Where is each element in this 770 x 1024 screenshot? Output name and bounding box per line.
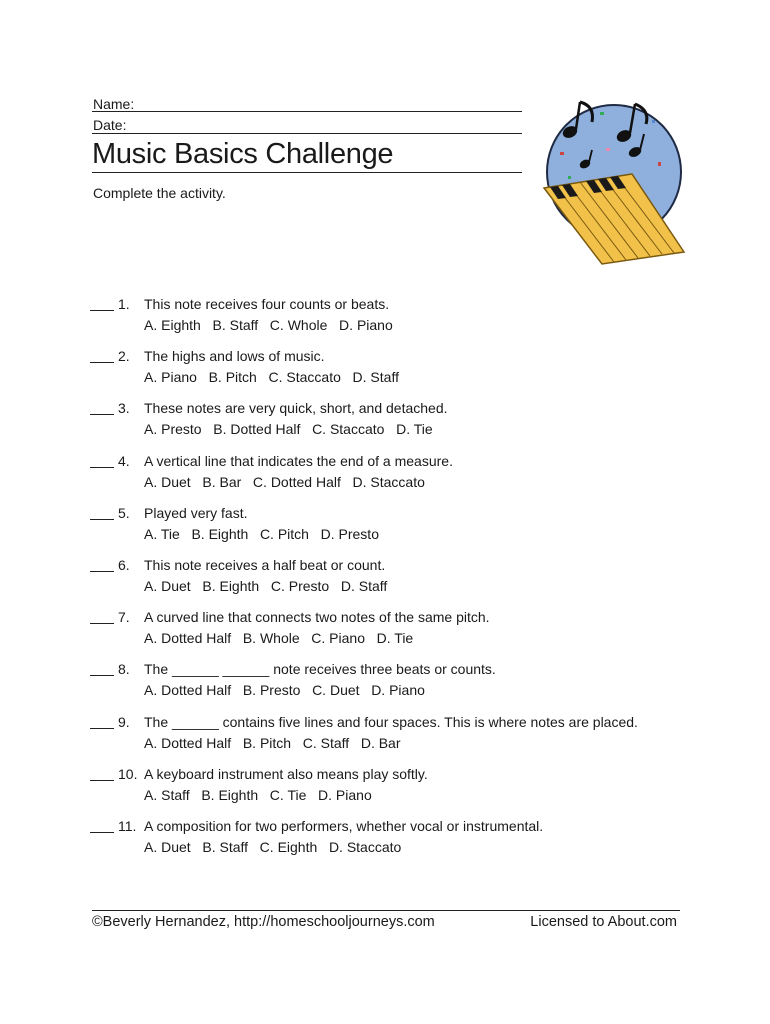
question-text: A vertical line that indicates the end of a measure. [144,453,453,469]
question-text: This note receives four counts or beats. [144,296,390,312]
answer-choices: A. Dotted Half B. Whole C. Piano D. Tie [144,630,414,646]
answer-blank[interactable] [90,453,114,468]
footer-rule [92,910,680,911]
question-text: Played very fast. [144,505,248,521]
answer-choices: A. Piano B. Pitch C. Staccato D. Staff [144,369,399,385]
question-text: The ______ contains five lines and four spaces. This is where notes are placed. [144,714,638,730]
question-number: 3. [118,400,130,416]
question-text: A composition for two performers, whether vocal or instrumental. [144,818,544,834]
question-number: 4. [118,453,130,469]
question-text: The highs and lows of music. [144,348,325,364]
answer-blank[interactable] [90,400,114,415]
answer-choices: A. Duet B. Staff C. Eighth D. Staccato [144,839,402,855]
page-title: Music Basics Challenge [92,138,394,170]
question-number: 7. [118,609,130,625]
answer-choices: A. Duet B. Bar C. Dotted Half D. Staccato [144,474,425,490]
license-text: Licensed to About.com [530,914,677,930]
answer-blank[interactable] [90,661,114,676]
date-line[interactable] [92,133,522,134]
answer-blank[interactable] [90,505,114,520]
answer-choices: A. Dotted Half B. Pitch C. Staff D. Bar [144,735,401,751]
question-text: The ______ ______ note receives three beats or counts. [144,661,496,677]
answer-blank[interactable] [90,296,114,311]
question-number: 9. [118,714,130,730]
question-text: This note receives a half beat or count. [144,557,386,573]
name-label: Name: [93,96,135,112]
copyright-text: ©Beverly Hernandez, http://homeschooljourneys.com [92,914,435,930]
answer-blank[interactable] [90,348,114,363]
answer-blank[interactable] [90,766,114,781]
question-number: 2. [118,348,130,364]
music-keyboard-illustration-icon [540,92,690,272]
question-text: A keyboard instrument also means play softly. [144,766,428,782]
name-line[interactable] [92,111,522,112]
answer-choices: A. Eighth B. Staff C. Whole D. Piano [144,317,393,333]
answer-choices: A. Duet B. Eighth C. Presto D. Staff [144,578,388,594]
question-number: 8. [118,661,130,677]
question-number: 6. [118,557,130,573]
question-text: A curved line that connects two notes of the same pitch. [144,609,490,625]
answer-blank[interactable] [90,818,114,833]
answer-choices: A. Staff B. Eighth C. Tie D. Piano [144,787,372,803]
question-number: 11. [118,818,137,834]
answer-choices: A. Dotted Half B. Presto C. Duet D. Piano [144,682,425,698]
answer-blank[interactable] [90,557,114,572]
question-number: 5. [118,505,130,521]
answer-blank[interactable] [90,714,114,729]
answer-blank[interactable] [90,609,114,624]
question-number: 10. [118,766,138,782]
title-underline [92,172,522,173]
question-number: 1. [118,296,130,312]
date-label: Date: [93,117,127,133]
answer-choices: A. Tie B. Eighth C. Pitch D. Presto [144,526,379,542]
instructions-text: Complete the activity. [93,185,226,201]
answer-choices: A. Presto B. Dotted Half C. Staccato D. Tie [144,421,433,437]
question-text: These notes are very quick, short, and detached. [144,400,448,416]
